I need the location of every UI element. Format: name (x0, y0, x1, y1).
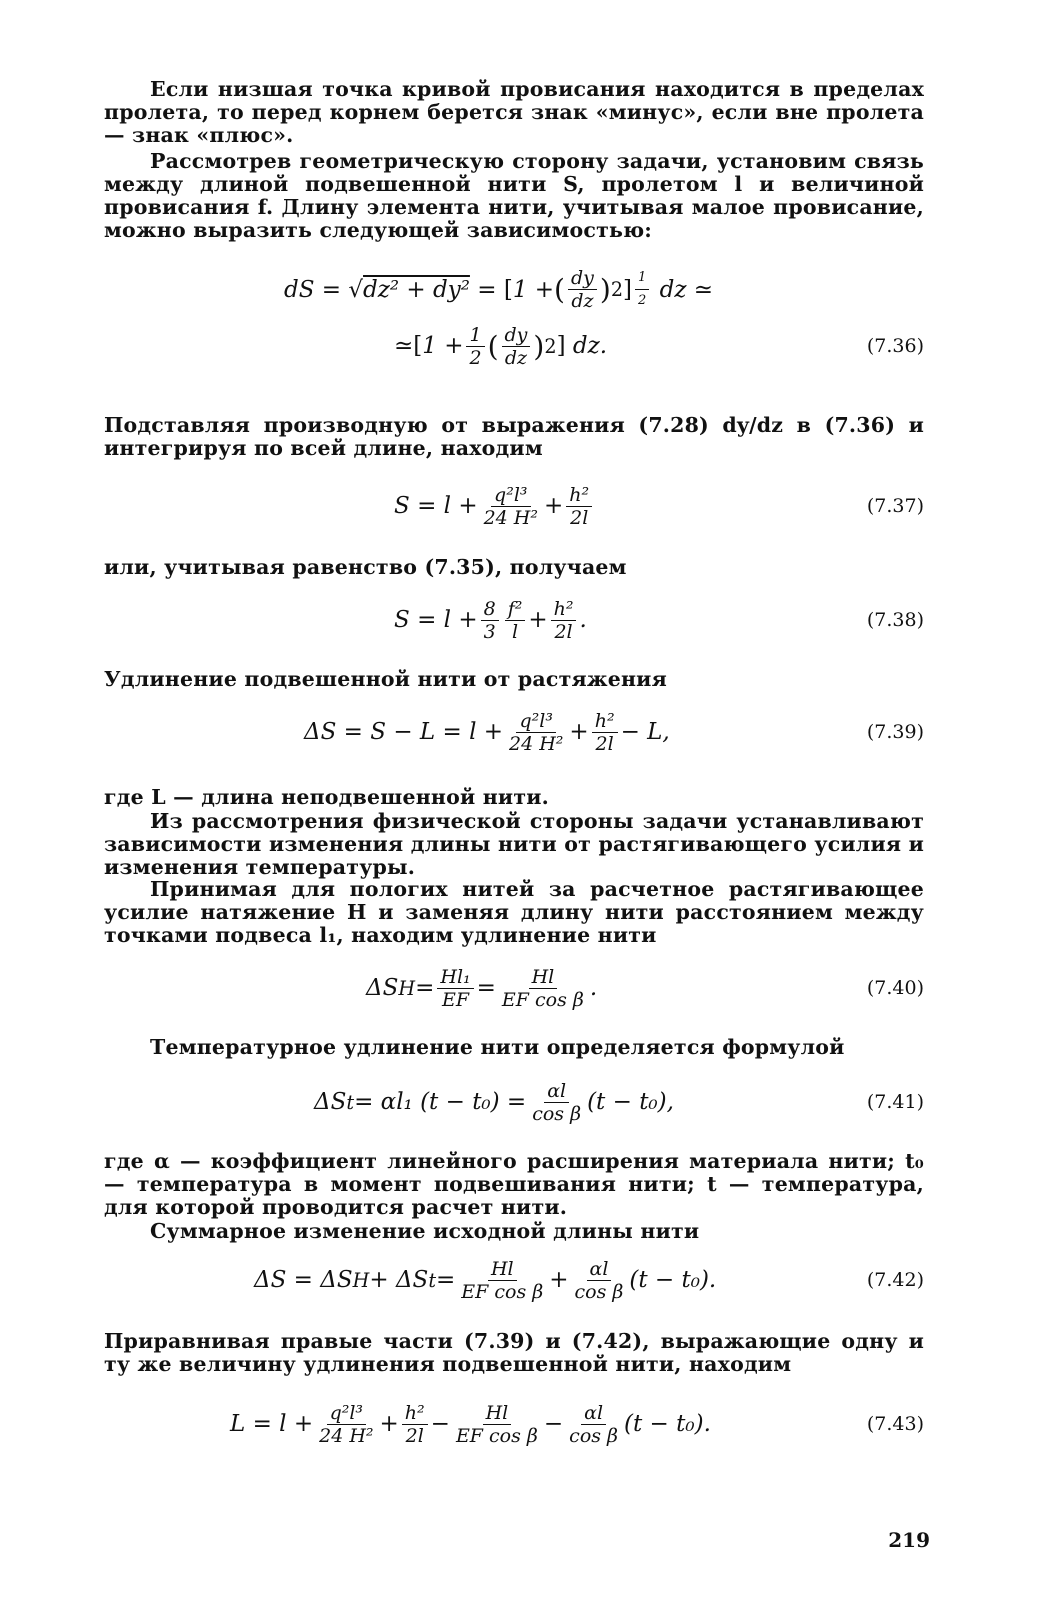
equation-7-39: ΔS = S − L = l + $\frac{\text{q²l³}}{\text{24 H²}}$ + $\frac{\text{h²}}{2l}$ − L, (7.39) (304, 709, 924, 755)
paragraph-8: Принимая для пологих нитей за расчетное растягивающее усилие натяжение H и заменяя длину нити расстоянием между точками подвеса l₁, находим удлинение нити (104, 877, 924, 947)
equation-number: (7.39) (866, 721, 924, 743)
equation-number: (7.41) (866, 1091, 924, 1113)
equation-7-37: S = l + $\frac{\text{q²l³}}{\text{24 H²}}$ + $\frac{\text{h²}}{2l}$ (7.37) (394, 483, 924, 529)
paragraph-10: где α — коэффициент линейного расширения материала нити; t₀ — температура в момент подвешивания нити; t — температура, для которой проводится расчет нити. (104, 1149, 924, 1219)
equation-number: (7.36) (866, 335, 924, 357)
equation-number: (7.43) (866, 1413, 924, 1435)
equation-7-38: S = l + $\frac{8}{3}$ $\frac{\text{f²}}{l}$ + $\frac{\text{h²}}{2l}$ . (7.38) (394, 597, 924, 643)
paragraph-2: Рассмотрев геометрическую сторону задачи, установим связь между длиной подвешенной нити S, пролетом l и величиной провисания f. Длину элемента нити, учитывая малое провисание, можно выразить следующей зависимостью: (104, 149, 924, 242)
equation-7-36: dS = √ dz² + dy² = [ 1 + ( $\frac{dy}{dz}$ ) 2 ] $\frac{1}{2}$ dz ≃ ≃ [ 1 + $\frac{1}{2}$ ( $\frac{dy}{dz}$ ) 2 ] dz. (7.36) (284, 267, 924, 369)
equation-number: (7.37) (866, 495, 924, 517)
equation-number: (7.40) (866, 977, 924, 999)
equation-7-42: ΔS = ΔS H + ΔS t = $\frac{Hl}{\text{EF cos β}}$ + $\frac{\alpha l}{\text{cos β}}$ (t − t₀). (7.42) (254, 1257, 924, 1303)
page-number: 219 (888, 1528, 930, 1552)
paragraph-12: Приравнивая правые части (7.39) и (7.42), выражающие одну и ту же величину удлинения подвешенной нити, находим (104, 1329, 924, 1376)
paragraph-5: Удлинение подвешенной нити от растяжения (104, 667, 667, 691)
paragraph-7: Из рассмотрения физической стороны задачи устанавливают зависимости изменения длины нити от растягивающего усилия и изменения температуры. (104, 809, 924, 879)
paragraph-11: Суммарное изменение исходной длины нити (150, 1219, 700, 1243)
paragraph-4: или, учитывая равенство (7.35), получаем (104, 555, 627, 579)
equation-7-40: ΔS H = $\frac{\text{Hl₁}}{EF}$ = $\frac{Hl}{\text{EF cos β}}$ . (7.40) (366, 965, 924, 1011)
equation-7-41: ΔS t = αl₁ (t − t₀) = $\frac{\alpha l}{\text{cos β}}$ (t − t₀), (7.41) (314, 1079, 924, 1125)
paragraph-6: где L — длина неподвешенной нити. (104, 785, 549, 809)
paragraph-1: Если низшая точка кривой провисания находится в пределах пролета, то перед корнем берется знак «минус», если вне пролета — знак «плюс». (104, 77, 924, 147)
equation-number: (7.38) (866, 609, 924, 631)
paragraph-3: Подставляя производную от выражения (7.28) dy/dz в (7.36) и интегрируя по всей длине, находим (104, 413, 924, 460)
equation-number: (7.42) (866, 1269, 924, 1291)
paragraph-9: Температурное удлинение нити определяется формулой (150, 1035, 845, 1059)
equation-7-43: L = l + $\frac{\text{q²l³}}{\text{24 H²}}$ + $\frac{\text{h²}}{2l}$ − $\frac{Hl}{\text{EF cos β}}$ − $\frac{\alpha l}{\text{cos β}}$ (t − t₀). (7.43) (230, 1401, 924, 1447)
